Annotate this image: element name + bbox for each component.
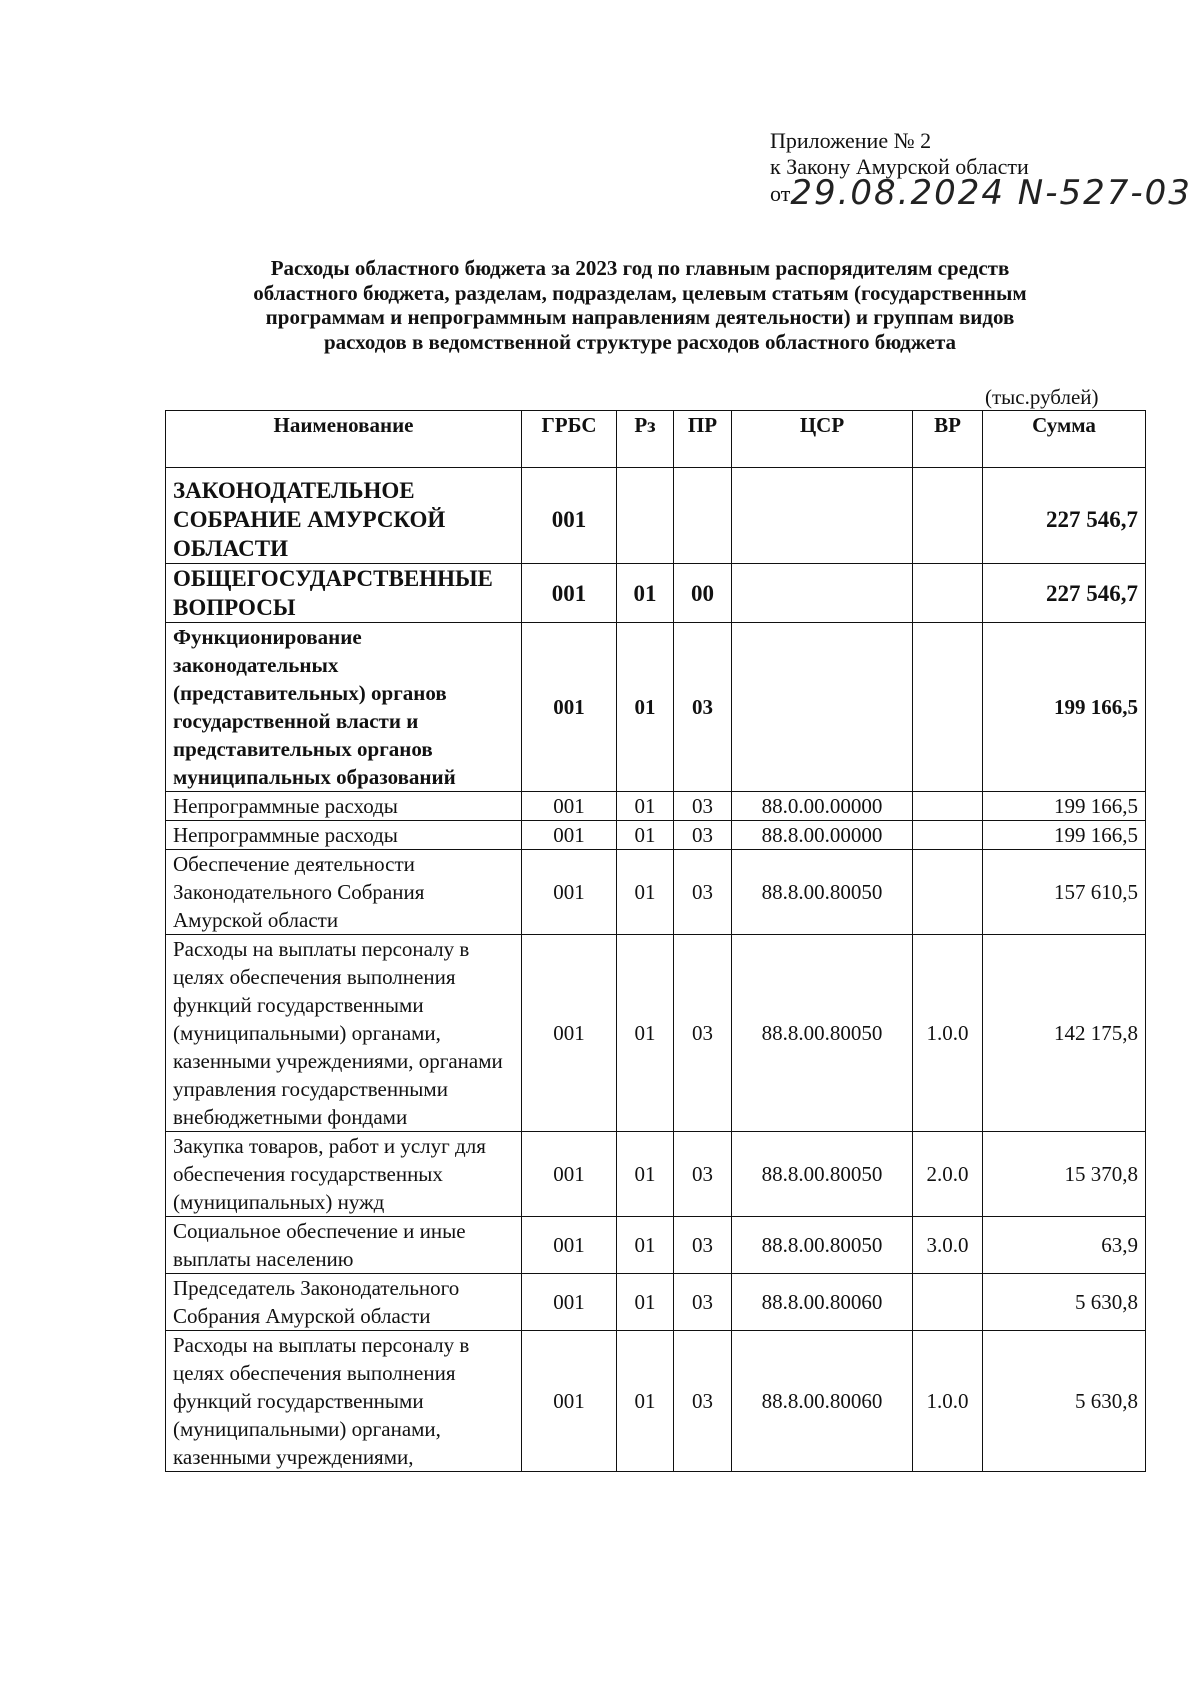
row-vr: 3.0.0 <box>913 1217 983 1274</box>
row-rz: 01 <box>617 792 674 821</box>
row-rz: 01 <box>617 564 674 623</box>
table-row <box>166 468 1146 564</box>
row-sum: 15 370,8 <box>983 1132 1146 1217</box>
row-name: Расходы на выплаты персоналу в целях обеспечения выполнения функций государственными (муниципальными) органами, казенными учреждениями, <box>166 1331 522 1472</box>
row-sum: 5 630,8 <box>983 1331 1146 1472</box>
row-grbs: 001 <box>522 623 617 792</box>
budget-table <box>165 410 1146 1472</box>
row-name: Непрограммные расходы <box>166 792 522 821</box>
row-sum: 199 166,5 <box>983 821 1146 850</box>
row-csr: 88.0.00.00000 <box>732 792 913 821</box>
row-rz: 01 <box>617 935 674 1132</box>
row-vr <box>913 792 983 821</box>
row-rz: 01 <box>617 1274 674 1331</box>
row-csr <box>732 564 913 623</box>
handwritten-date-number: 29.08.2024 N-527-03 <box>790 173 1192 213</box>
table-row <box>166 623 1146 792</box>
appendix-law-reference: к Закону Амурской области <box>770 154 1029 179</box>
units-label: (тыс.рублей) <box>985 385 1099 409</box>
document-title <box>170 256 1110 354</box>
row-csr: 88.8.00.80050 <box>732 1132 913 1217</box>
row-rz <box>617 468 674 564</box>
row-sum: 227 546,7 <box>983 468 1146 564</box>
row-pr: 03 <box>674 821 732 850</box>
row-pr: 03 <box>674 1132 732 1217</box>
row-name: Функционирование законодательных (представительных) органов государственной власти и представительных органов муниципальных образований <box>166 623 522 792</box>
row-sum: 227 546,7 <box>983 564 1146 623</box>
row-grbs: 001 <box>522 1217 617 1274</box>
title-line-3: программам и непрограммным направлениям деятельности) и группам видов <box>265 305 1015 329</box>
row-csr <box>732 623 913 792</box>
table-row <box>166 1331 1146 1472</box>
table-row <box>166 564 1146 623</box>
row-grbs: 001 <box>522 564 617 623</box>
row-sum: 5 630,8 <box>983 1274 1146 1331</box>
row-vr <box>913 564 983 623</box>
row-vr: 1.0.0 <box>913 1331 983 1472</box>
header-name: Наименование <box>166 411 522 468</box>
header-sum: Сумма <box>983 411 1146 468</box>
header-pr: ПР <box>674 411 732 468</box>
row-rz: 01 <box>617 1331 674 1472</box>
row-grbs: 001 <box>522 1274 617 1331</box>
row-name: ЗАКОНОДАТЕЛЬНОЕ СОБРАНИЕ АМУРСКОЙ ОБЛАСТИ <box>166 468 522 564</box>
row-name: Расходы на выплаты персоналу в целях обеспечения выполнения функций государственными (муниципальными) органами, казенными учреждениями, органами управления государственными внебюджетными фондами <box>166 935 522 1132</box>
row-grbs: 001 <box>522 935 617 1132</box>
row-name: Председатель Законодательного Собрания Амурской области <box>166 1274 522 1331</box>
row-name: Непрограммные расходы <box>166 821 522 850</box>
row-rz: 01 <box>617 623 674 792</box>
header-vr: ВР <box>913 411 983 468</box>
row-rz: 01 <box>617 850 674 935</box>
row-vr: 2.0.0 <box>913 1132 983 1217</box>
header-csr: ЦСР <box>732 411 913 468</box>
title-line-4: расходов в ведомственной структуре расходов областного бюджета <box>323 329 957 354</box>
row-sum: 142 175,8 <box>983 935 1146 1132</box>
title-line-1: Расходы областного бюджета за 2023 год по главным распорядителям средств <box>270 256 1010 280</box>
row-csr: 88.8.00.80050 <box>732 1217 913 1274</box>
row-name: Закупка товаров, работ и услуг для обеспечения государственных (муниципальных) нужд <box>166 1132 522 1217</box>
row-pr: 03 <box>674 850 732 935</box>
row-rz: 01 <box>617 1217 674 1274</box>
row-pr: 03 <box>674 1331 732 1472</box>
row-name: Социальное обеспечение и иные выплаты населению <box>166 1217 522 1274</box>
header-rz: Рз <box>617 411 674 468</box>
row-csr: 88.8.00.80050 <box>732 935 913 1132</box>
row-csr: 88.8.00.80060 <box>732 1331 913 1472</box>
row-csr: 88.8.00.00000 <box>732 821 913 850</box>
row-grbs: 001 <box>522 792 617 821</box>
table-row <box>166 821 1146 850</box>
row-pr: 00 <box>674 564 732 623</box>
row-grbs: 001 <box>522 1132 617 1217</box>
appendix-date-line <box>770 173 1192 213</box>
row-grbs: 001 <box>522 850 617 935</box>
row-vr: 1.0.0 <box>913 935 983 1132</box>
row-pr <box>674 468 732 564</box>
row-pr: 03 <box>674 792 732 821</box>
appendix-date-prefix: от <box>770 181 791 206</box>
appendix-header <box>770 128 1192 213</box>
row-csr <box>732 468 913 564</box>
row-grbs: 001 <box>522 821 617 850</box>
row-rz: 01 <box>617 1132 674 1217</box>
row-vr <box>913 1274 983 1331</box>
row-vr <box>913 821 983 850</box>
row-pr: 03 <box>674 1274 732 1331</box>
row-pr: 03 <box>674 623 732 792</box>
row-vr <box>913 850 983 935</box>
row-vr <box>913 468 983 564</box>
row-sum: 157 610,5 <box>983 850 1146 935</box>
row-sum: 199 166,5 <box>983 623 1146 792</box>
table-row <box>166 1132 1146 1217</box>
table-row <box>166 1217 1146 1274</box>
row-grbs: 001 <box>522 468 617 564</box>
row-grbs: 001 <box>522 1331 617 1472</box>
row-vr <box>913 623 983 792</box>
row-pr: 03 <box>674 935 732 1132</box>
row-pr: 03 <box>674 1217 732 1274</box>
row-name: ОБЩЕГОСУДАРСТВЕННЫЕ ВОПРОСЫ <box>166 564 522 623</box>
header-grbs: ГРБС <box>522 411 617 468</box>
row-csr: 88.8.00.80050 <box>732 850 913 935</box>
row-name: Обеспечение деятельности Законодательного Собрания Амурской области <box>166 850 522 935</box>
row-rz: 01 <box>617 821 674 850</box>
row-sum: 63,9 <box>983 1217 1146 1274</box>
title-line-2: областного бюджета, разделам, подразделам, целевым статьям (государственным <box>253 280 1027 305</box>
table-row <box>166 1274 1146 1331</box>
table-row <box>166 935 1146 1132</box>
table-row <box>166 850 1146 935</box>
table-header-row <box>166 411 1146 468</box>
appendix-number: Приложение № 2 <box>770 128 932 153</box>
row-sum: 199 166,5 <box>983 792 1146 821</box>
table-row <box>166 792 1146 821</box>
row-csr: 88.8.00.80060 <box>732 1274 913 1331</box>
